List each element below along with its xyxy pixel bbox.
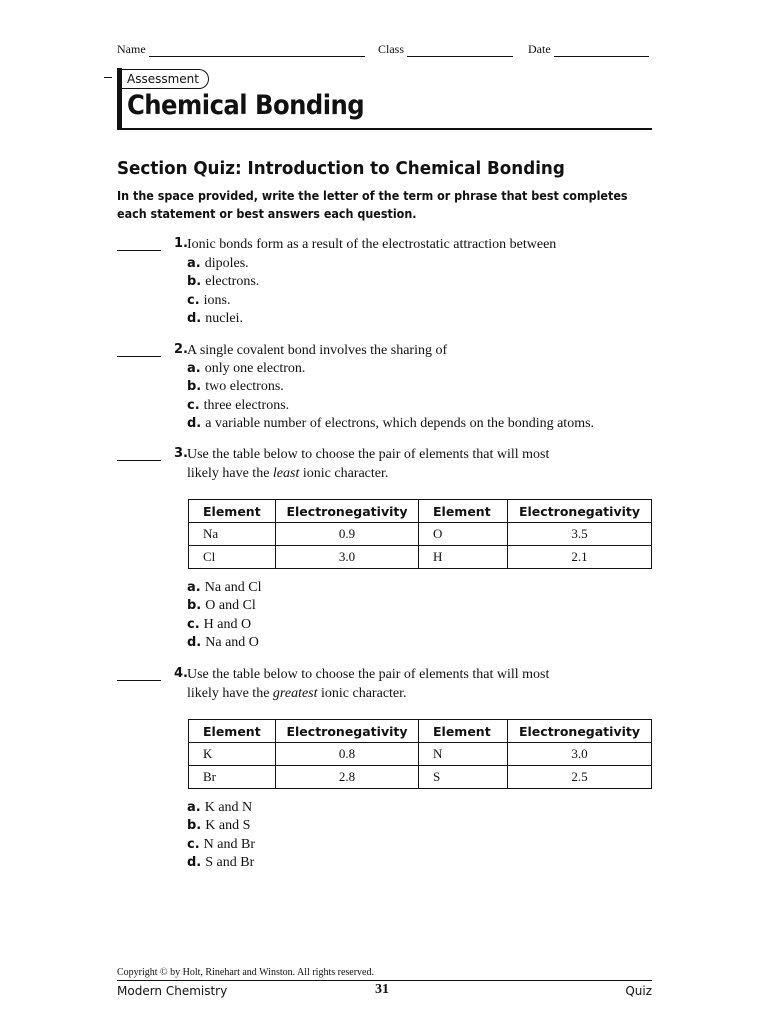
choices-1 (187, 255, 259, 328)
name-field[interactable] (117, 42, 365, 57)
question-text-3-line-2: likely have the least ionic character. (187, 465, 389, 481)
table-header: Electronegativity (508, 500, 652, 523)
choice-2a[interactable]: a. only one electron. (187, 361, 306, 376)
question-text-4-line-2: likely have the greatest ionic character. (187, 685, 407, 701)
table-cell: H (419, 546, 508, 569)
answer-blank-4[interactable] (117, 680, 161, 681)
answer-blank-1[interactable] (117, 250, 161, 251)
electronegativity-table-3 (188, 499, 652, 569)
choice-1d[interactable]: d. nuclei. (187, 310, 243, 326)
choice-4c[interactable]: c. N and Br (187, 836, 255, 852)
table-row (189, 546, 652, 569)
electronegativity-table-4 (188, 719, 652, 789)
table-cell: 2.5 (508, 766, 652, 789)
table-cell: 0.9 (276, 523, 419, 546)
choices-3 (187, 579, 261, 652)
question-text-2: A single covalent bond involves the sharing of (187, 343, 448, 358)
answer-blank-3[interactable] (117, 460, 161, 461)
table-cell: 2.1 (508, 546, 652, 569)
class-line[interactable] (407, 43, 513, 57)
answer-blank-2[interactable] (117, 356, 161, 357)
date-field[interactable] (528, 42, 649, 57)
copyright-notice: Copyright © by Holt, Rinehart and Winston. All rights reserved. (117, 967, 374, 978)
question-number-3: 3. (174, 446, 188, 461)
emphasis-least: least (272, 465, 300, 481)
question-text-4-line-1: Use the table below to choose the pair of elements that will most (187, 667, 550, 682)
class-field[interactable] (378, 42, 513, 57)
question-text-3-line-1: Use the table below to choose the pair of elements that will most (187, 447, 550, 462)
instructions (117, 187, 638, 223)
choice-1b[interactable]: b. electrons. (187, 274, 260, 290)
choice-2c[interactable]: c. three electrons. (187, 397, 290, 413)
emphasis-greatest: greatest (272, 685, 318, 701)
choice-1a[interactable]: a. dipoles. (187, 256, 249, 271)
table-cell: Na (189, 523, 276, 546)
choice-3a[interactable]: a. Na and Cl (187, 580, 262, 595)
name-label: Name (117, 42, 146, 56)
table-cell: N (419, 743, 508, 766)
table-cell: Cl (189, 546, 276, 569)
section-title: Section Quiz: Introduction to Chemical Bonding (117, 158, 565, 179)
table-cell: 3.0 (508, 743, 652, 766)
question-text-4 (187, 666, 667, 703)
choice-2b[interactable]: b. two electrons. (187, 379, 284, 395)
name-line[interactable] (149, 43, 365, 57)
question-text-1: Ionic bonds form as a result of the electrostatic attraction between (187, 237, 557, 252)
instructions-line-2: each statement or best answers each question. (117, 207, 417, 221)
choice-2d[interactable]: d. a variable number of electrons, which depends on the bonding atoms. (187, 415, 595, 431)
choice-3d[interactable]: d. Na and O (187, 634, 259, 650)
choice-4a[interactable]: a. K and N (187, 800, 253, 815)
choice-1c[interactable]: c. ions. (187, 292, 231, 308)
header-tick (104, 77, 112, 78)
assessment-tag: Assessment (122, 69, 209, 89)
table-cell: O (419, 523, 508, 546)
table-header-row (189, 720, 652, 743)
table-cell: K (189, 743, 276, 766)
table-cell: 3.0 (276, 546, 419, 569)
choice-4b[interactable]: b. K and S (187, 818, 251, 834)
header-rule (117, 128, 652, 130)
question-number-2: 2. (174, 342, 188, 357)
question-text-3 (187, 446, 667, 483)
chapter-header (117, 68, 652, 130)
page-number: 31 (375, 982, 389, 997)
choice-3b[interactable]: b. O and Cl (187, 598, 256, 614)
book-title: Modern Chemistry (117, 984, 228, 998)
date-label: Date (528, 42, 551, 56)
table-header: Electronegativity (276, 500, 419, 523)
table-cell: Br (189, 766, 276, 789)
class-label: Class (378, 42, 405, 56)
table-header: Electronegativity (276, 720, 419, 743)
table-cell: S (419, 766, 508, 789)
table-cell: 3.5 (508, 523, 652, 546)
table-cell: 0.8 (276, 743, 419, 766)
choices-4 (187, 799, 255, 872)
chapter-title: Chemical Bonding (127, 90, 365, 121)
date-line[interactable] (554, 43, 649, 57)
table-header: Element (189, 720, 276, 743)
instructions-line-1: In the space provided, write the letter of the term or phrase that best completes (117, 189, 628, 203)
document-type: Quiz (625, 984, 652, 998)
table-row (189, 523, 652, 546)
choice-3c[interactable]: c. H and O (187, 616, 252, 632)
table-header: Element (419, 500, 508, 523)
student-info-fields (117, 42, 652, 62)
footer-rule (117, 980, 652, 981)
question-number-4: 4. (174, 666, 188, 681)
question-number-1: 1. (174, 236, 188, 251)
choice-4d[interactable]: d. S and Br (187, 854, 255, 870)
table-header: Element (419, 720, 508, 743)
table-row (189, 743, 652, 766)
table-header: Electronegativity (508, 720, 652, 743)
table-header: Element (189, 500, 276, 523)
choices-2 (187, 360, 594, 433)
table-cell: 2.8 (276, 766, 419, 789)
table-row (189, 766, 652, 789)
table-header-row (189, 500, 652, 523)
